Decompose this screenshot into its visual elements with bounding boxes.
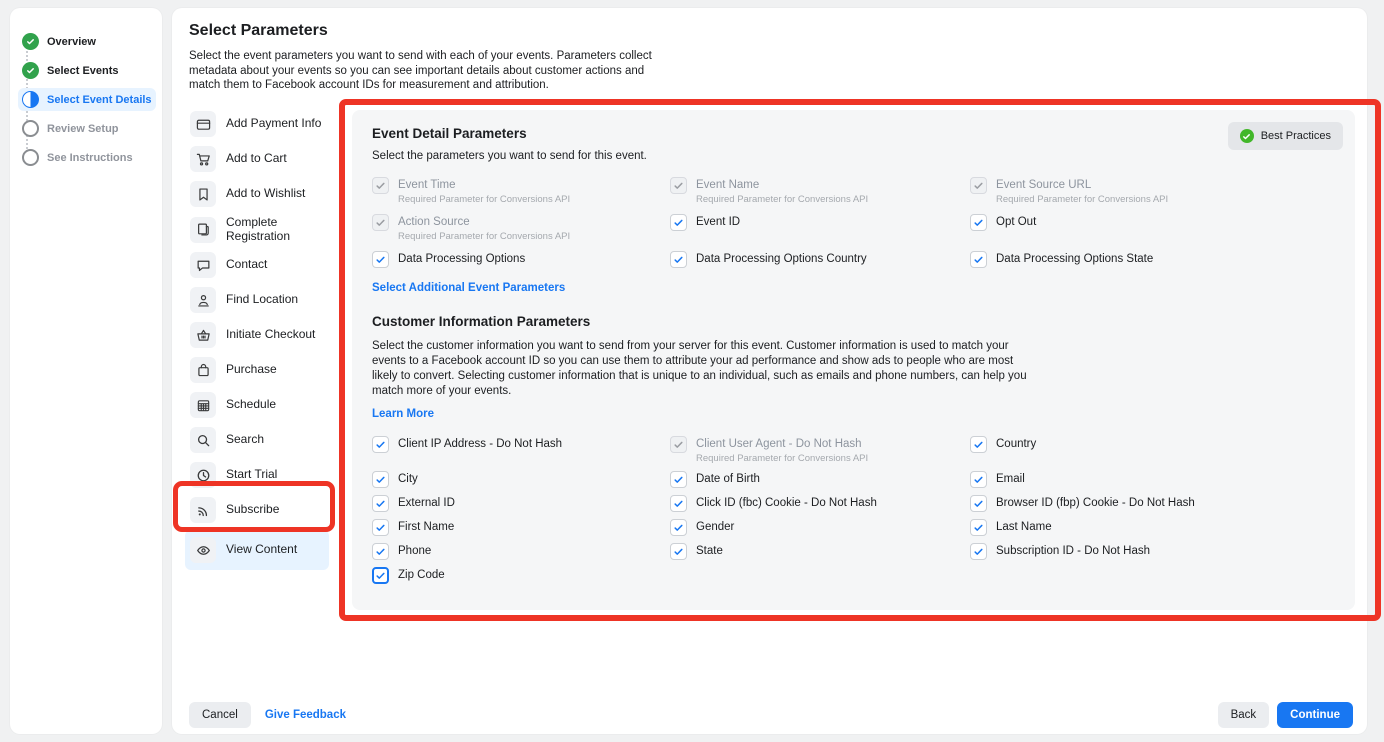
- required-note: Required Parameter for Conversions API: [398, 194, 571, 205]
- param-label: Zip Code: [398, 569, 445, 581]
- give-feedback-link[interactable]: Give Feedback: [264, 709, 346, 721]
- checked-checkbox[interactable]: [372, 567, 389, 584]
- param-item-data-processing-options: [372, 251, 670, 268]
- param-text: [398, 177, 570, 205]
- event-menu-label: Search: [226, 432, 265, 447]
- param-item-data-processing-options-country: [670, 251, 970, 268]
- param-item-client-user-agent-do-not-hash: [670, 436, 970, 464]
- param-item-last-name: [970, 519, 1335, 536]
- checked-checkbox[interactable]: [970, 436, 987, 453]
- clock-icon: [190, 462, 216, 488]
- param-item-gender: [670, 519, 970, 536]
- checked-checkbox: [670, 436, 687, 453]
- param-text: [696, 471, 760, 485]
- param-text: [696, 495, 877, 509]
- event-menu-label: Schedule: [226, 397, 277, 412]
- stepper-item-review-setup[interactable]: [18, 117, 156, 140]
- param-item-event-source-url: [970, 177, 1335, 205]
- main-panel: [172, 8, 1367, 734]
- required-note: Required Parameter for Conversions API: [996, 194, 1169, 205]
- param-text: [696, 251, 867, 265]
- checked-checkbox: [970, 177, 987, 194]
- param-text: [398, 567, 445, 581]
- event-menu-label: Purchase: [226, 362, 277, 377]
- checked-checkbox[interactable]: [670, 495, 687, 512]
- event-section-title: Event Detail Parameters: [372, 126, 527, 141]
- step-label: Select Events: [47, 64, 119, 77]
- param-item-event-name: [670, 177, 970, 205]
- checked-checkbox[interactable]: [372, 471, 389, 488]
- param-text: [398, 519, 454, 533]
- event-menu-label: Add to Cart: [226, 151, 287, 166]
- required-note: Required Parameter for Conversions API: [696, 194, 869, 205]
- param-label: Subscription ID - Do Not Hash: [996, 545, 1151, 557]
- event-menu-label: Complete Registration: [226, 215, 291, 243]
- page-description: Select the event parameters you want to send with each of your events. Parameters collect metadata about your events so you can see important details about customer actions and match them to Facebook account IDs for measurement and attribution.: [189, 50, 652, 91]
- param-item-event-time: [372, 177, 670, 205]
- param-label: Data Processing Options State: [996, 253, 1154, 265]
- event-menu-label: Initiate Checkout: [226, 327, 316, 342]
- param-item-action-source: [372, 214, 670, 242]
- param-text: [398, 436, 562, 450]
- customer-parameters-grid: [372, 436, 1335, 584]
- event-menu-label: Start Trial: [226, 467, 278, 482]
- event-menu-item-search[interactable]: [185, 425, 329, 455]
- checked-checkbox[interactable]: [670, 543, 687, 560]
- event-menu-item-add-to-wishlist[interactable]: [185, 179, 329, 209]
- param-item-external-id: [372, 495, 670, 512]
- param-label: City: [398, 473, 418, 485]
- step-todo-icon: [22, 120, 39, 137]
- stepper-item-see-instructions[interactable]: [18, 146, 156, 169]
- event-menu-item-add-payment-info[interactable]: [185, 109, 329, 139]
- event-menu-item-schedule[interactable]: [185, 390, 329, 420]
- param-label: Last Name: [996, 521, 1052, 533]
- param-item-state: [670, 543, 970, 560]
- eye-icon: [190, 537, 216, 563]
- param-label: Date of Birth: [696, 473, 760, 485]
- checked-checkbox[interactable]: [372, 495, 389, 512]
- step-current-icon: [22, 91, 39, 108]
- param-label: Event Name: [696, 179, 760, 191]
- cart-icon: [190, 146, 216, 172]
- select-additional-parameters-link[interactable]: Select Additional Event Parameters: [372, 282, 566, 294]
- event-menu-item-purchase[interactable]: [185, 355, 329, 385]
- param-text: [398, 471, 418, 485]
- param-label: Country: [996, 438, 1037, 450]
- checked-checkbox[interactable]: [670, 519, 687, 536]
- required-note: Required Parameter for Conversions API: [696, 453, 869, 464]
- step-done-icon: [22, 62, 39, 79]
- step-label: Review Setup: [47, 122, 119, 135]
- stepper-item-overview[interactable]: [18, 30, 156, 53]
- checked-checkbox[interactable]: [670, 214, 687, 231]
- param-text: [398, 214, 570, 242]
- checked-checkbox[interactable]: [970, 251, 987, 268]
- stepper-item-select-event-details[interactable]: [18, 88, 156, 111]
- step-label: Select Event Details: [47, 93, 152, 106]
- calendar-icon: [190, 392, 216, 418]
- event-menu-item-complete-registration[interactable]: [185, 214, 329, 245]
- stepper-sidebar: [10, 8, 162, 734]
- chat-bubble-icon: [190, 252, 216, 278]
- param-label: Client User Agent - Do Not Hash: [696, 438, 862, 450]
- event-menu-label: Find Location: [226, 292, 299, 307]
- checked-checkbox: [372, 214, 389, 231]
- event-parameters-grid: [372, 177, 1335, 268]
- param-text: [696, 177, 868, 205]
- checked-checkbox: [670, 177, 687, 194]
- param-text: [996, 543, 1150, 557]
- param-item-subscription-id-do-not-hash: [970, 543, 1335, 560]
- param-label: Action Source: [398, 216, 470, 228]
- param-item-date-of-birth: [670, 471, 970, 488]
- event-menu: [185, 109, 329, 570]
- checked-checkbox[interactable]: [670, 471, 687, 488]
- param-item-zip-code: [372, 567, 670, 584]
- param-label: Opt Out: [996, 216, 1037, 228]
- customer-section-title: Customer Information Parameters: [372, 314, 591, 329]
- event-menu-item-find-location[interactable]: [185, 285, 329, 315]
- step-todo-icon: [22, 149, 39, 166]
- param-text: [996, 519, 1052, 533]
- param-text: [696, 543, 723, 557]
- param-item-click-id-fbc-cookie-do-not-hash: [670, 495, 970, 512]
- param-item-data-processing-options-state: [970, 251, 1335, 268]
- person-location-icon: [190, 287, 216, 313]
- param-label: Event Time: [398, 179, 456, 191]
- checked-checkbox[interactable]: [970, 519, 987, 536]
- checked-checkbox[interactable]: [670, 251, 687, 268]
- documents-icon: [190, 217, 216, 243]
- event-menu-label: View Content: [226, 542, 298, 557]
- param-label: Data Processing Options: [398, 253, 526, 265]
- magnifier-icon: [190, 427, 216, 453]
- cancel-button[interactable]: Cancel: [189, 702, 251, 728]
- param-text: [398, 495, 455, 509]
- param-label: First Name: [398, 521, 455, 533]
- param-text: [696, 436, 868, 464]
- param-item-client-ip-address-do-not-hash: [372, 436, 670, 464]
- param-item-phone: [372, 543, 670, 560]
- event-menu-label: Add Payment Info: [226, 116, 322, 131]
- step-label: Overview: [47, 35, 96, 48]
- param-text: [996, 251, 1153, 265]
- event-menu-item-view-content[interactable]: [185, 530, 329, 570]
- param-label: Event Source URL: [996, 179, 1092, 191]
- checked-checkbox[interactable]: [372, 251, 389, 268]
- customer-section-description: Select the customer information you want to send from your server for this event. Customer information is used to match your events to a Facebook account ID so you can use them to attribute your ad performance and show ads to people who are most likely to convert. Selecting customer information that is unique to an individual, such as emails and phone numbers, can help you match more of your events.: [372, 340, 1027, 397]
- checked-checkbox: [372, 177, 389, 194]
- event-menu-item-subscribe[interactable]: [185, 495, 329, 525]
- best-practices-label: Best Practices: [1260, 130, 1331, 142]
- param-label: Client IP Address - Do Not Hash: [398, 438, 563, 450]
- param-item-first-name: [372, 519, 670, 536]
- param-text: [398, 543, 431, 557]
- param-text: [996, 214, 1036, 228]
- event-menu-item-add-to-cart[interactable]: [185, 144, 329, 174]
- best-practices-check-icon: [1240, 129, 1254, 143]
- continue-button[interactable]: Continue: [1277, 702, 1353, 728]
- event-menu-label: Subscribe: [226, 502, 280, 517]
- param-text: [696, 214, 740, 228]
- param-item-opt-out: [970, 214, 1335, 242]
- stepper-item-select-events[interactable]: [18, 59, 156, 82]
- back-button[interactable]: Back: [1218, 702, 1270, 728]
- param-item-email: [970, 471, 1335, 488]
- param-text: [996, 436, 1036, 450]
- checked-checkbox[interactable]: [372, 519, 389, 536]
- param-item-country: [970, 436, 1335, 464]
- required-note: Required Parameter for Conversions API: [398, 231, 571, 242]
- param-item-browser-id-fbp-cookie-do-not-hash: [970, 495, 1335, 512]
- param-label: Click ID (fbc) Cookie - Do Not Hash: [696, 497, 877, 509]
- stepper: [18, 30, 156, 169]
- shopping-bag-icon: [190, 357, 216, 383]
- param-text: [996, 495, 1195, 509]
- parameters-panel: [352, 110, 1355, 610]
- param-item-city: [372, 471, 670, 488]
- checked-checkbox[interactable]: [970, 543, 987, 560]
- step-done-icon: [22, 33, 39, 50]
- event-menu-item-contact[interactable]: [185, 250, 329, 280]
- checked-checkbox[interactable]: [970, 214, 987, 231]
- event-menu-item-start-trial[interactable]: [185, 460, 329, 490]
- checked-checkbox[interactable]: [970, 471, 987, 488]
- checked-checkbox[interactable]: [970, 495, 987, 512]
- param-label: External ID: [398, 497, 455, 509]
- page-title: Select Parameters: [189, 22, 328, 39]
- param-text: [996, 471, 1025, 485]
- param-label: Email: [996, 473, 1025, 485]
- param-text: [996, 177, 1168, 205]
- basket-icon: [190, 322, 216, 348]
- param-label: Event ID: [696, 216, 741, 228]
- best-practices-badge[interactable]: [1228, 122, 1343, 150]
- param-label: Browser ID (fbp) Cookie - Do Not Hash: [996, 497, 1195, 509]
- param-label: Data Processing Options Country: [696, 253, 867, 265]
- learn-more-link[interactable]: Learn More: [372, 408, 434, 420]
- checked-checkbox[interactable]: [372, 543, 389, 560]
- checked-checkbox[interactable]: [372, 436, 389, 453]
- param-label: State: [696, 545, 723, 557]
- event-menu-label: Contact: [226, 257, 268, 272]
- step-label: See Instructions: [47, 151, 133, 164]
- rss-icon: [190, 497, 216, 523]
- param-text: [398, 251, 525, 265]
- param-item-event-id: [670, 214, 970, 242]
- bookmark-icon: [190, 181, 216, 207]
- param-label: Phone: [398, 545, 432, 557]
- credit-card-icon: [190, 111, 216, 137]
- event-section-subtitle: Select the parameters you want to send for this event.: [372, 150, 647, 162]
- param-label: Gender: [696, 521, 735, 533]
- param-text: [696, 519, 734, 533]
- event-menu-item-initiate-checkout[interactable]: [185, 320, 329, 350]
- event-menu-label: Add to Wishlist: [226, 186, 306, 201]
